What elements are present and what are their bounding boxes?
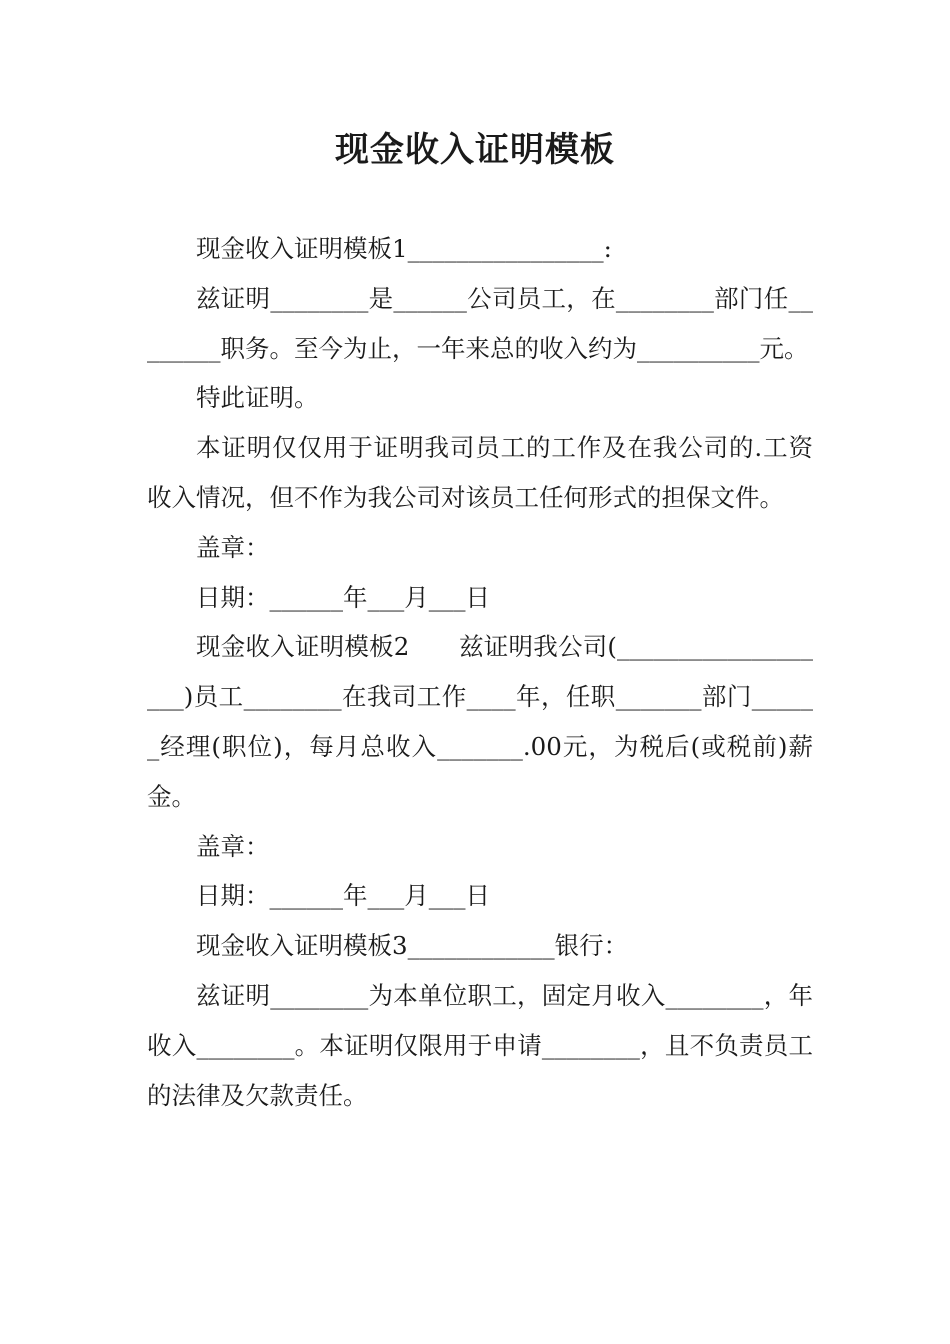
document-title: 现金收入证明模板 <box>335 130 615 170</box>
paragraph-certification-note: 特此证明。 <box>196 383 319 413</box>
paragraph-date-1: 日期：______年___月___日 <box>196 582 490 612</box>
paragraph-template-3-body: 兹证明________为本单位职工，固定月收入________，年收入________。本证明仅限用于申请________，且不负责员工的法律及欠款责任。 <box>147 980 813 1110</box>
paragraph-seal-1: 盖章： <box>196 532 270 562</box>
paragraph-seal-2: 盖章： <box>196 831 270 861</box>
paragraph-template-1-body: 兹证明________是______公司员工，在________部门任________职务。至今为止，一年来总的收入约为__________元。 <box>147 283 813 363</box>
paragraph-template-2: 现金收入证明模板2 兹证明我公司(___________________)员工________在我司工作____年，任职_______部门______经理(职位)，每月总收入_______.00元，为税后(或税前)薪金。 <box>147 632 813 811</box>
document-body <box>147 224 813 1120</box>
paragraph-template-3-heading: 现金收入证明模板3____________银行： <box>196 931 629 961</box>
paragraph-usage-disclaimer: 本证明仅仅用于证明我司员工的工作及在我公司的.工资收入情况，但不作为我公司对该员工任何形式的担保文件。 <box>147 433 813 512</box>
paragraph-date-2: 日期：______年___月___日 <box>196 881 490 911</box>
paragraph-template-1-heading: 现金收入证明模板1________________: <box>196 234 612 263</box>
